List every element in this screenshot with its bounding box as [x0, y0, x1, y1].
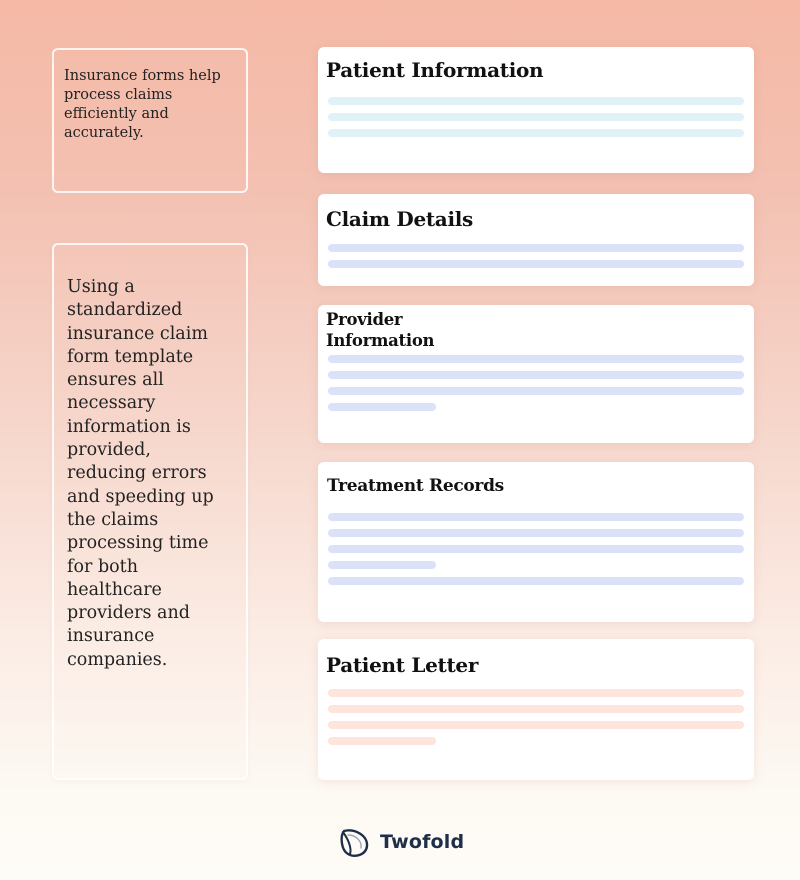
- treatment-records-title: Treatment Records: [327, 476, 504, 496]
- provider-information-title: Provider Information: [326, 310, 435, 350]
- patient-letter-title: Patient Letter: [326, 653, 479, 677]
- placeholder-line: [328, 260, 744, 268]
- twofold-logo-icon: [339, 827, 371, 859]
- placeholder-line: [328, 387, 744, 395]
- placeholder-line: [328, 244, 744, 252]
- placeholder-line: [328, 577, 744, 585]
- info-note-short-text: Insurance forms help process claims efficiently and accurately.: [64, 68, 221, 141]
- placeholder-line: [328, 513, 744, 521]
- placeholder-line: [328, 355, 744, 363]
- placeholder-line: [328, 545, 744, 553]
- placeholder-line: [328, 113, 744, 121]
- placeholder-line: [328, 737, 436, 745]
- patient-letter-card: [318, 639, 754, 780]
- brand-name: Twofold: [380, 831, 465, 853]
- placeholder-line: [328, 689, 744, 697]
- info-note-long-text: Using a standardized insurance claim form template ensures all necessary information is provided, reducing errors and speeding up the claims processing time for both healthcare providers and insurance companies.: [67, 277, 214, 670]
- patient-information-card: [318, 47, 754, 173]
- info-note-short: [52, 48, 248, 193]
- placeholder-line: [328, 371, 744, 379]
- placeholder-line: [328, 129, 744, 137]
- placeholder-line: [328, 721, 744, 729]
- placeholder-line: [328, 97, 744, 105]
- claim-details-title: Claim Details: [326, 207, 474, 231]
- placeholder-line: [328, 529, 744, 537]
- info-note-long: [52, 243, 248, 780]
- placeholder-line: [328, 705, 744, 713]
- placeholder-line: [328, 403, 436, 411]
- provider-information-card: [318, 305, 754, 443]
- claim-details-card: [318, 194, 754, 286]
- placeholder-line: [328, 561, 436, 569]
- treatment-records-card: [318, 462, 754, 622]
- patient-information-title: Patient Information: [326, 58, 544, 82]
